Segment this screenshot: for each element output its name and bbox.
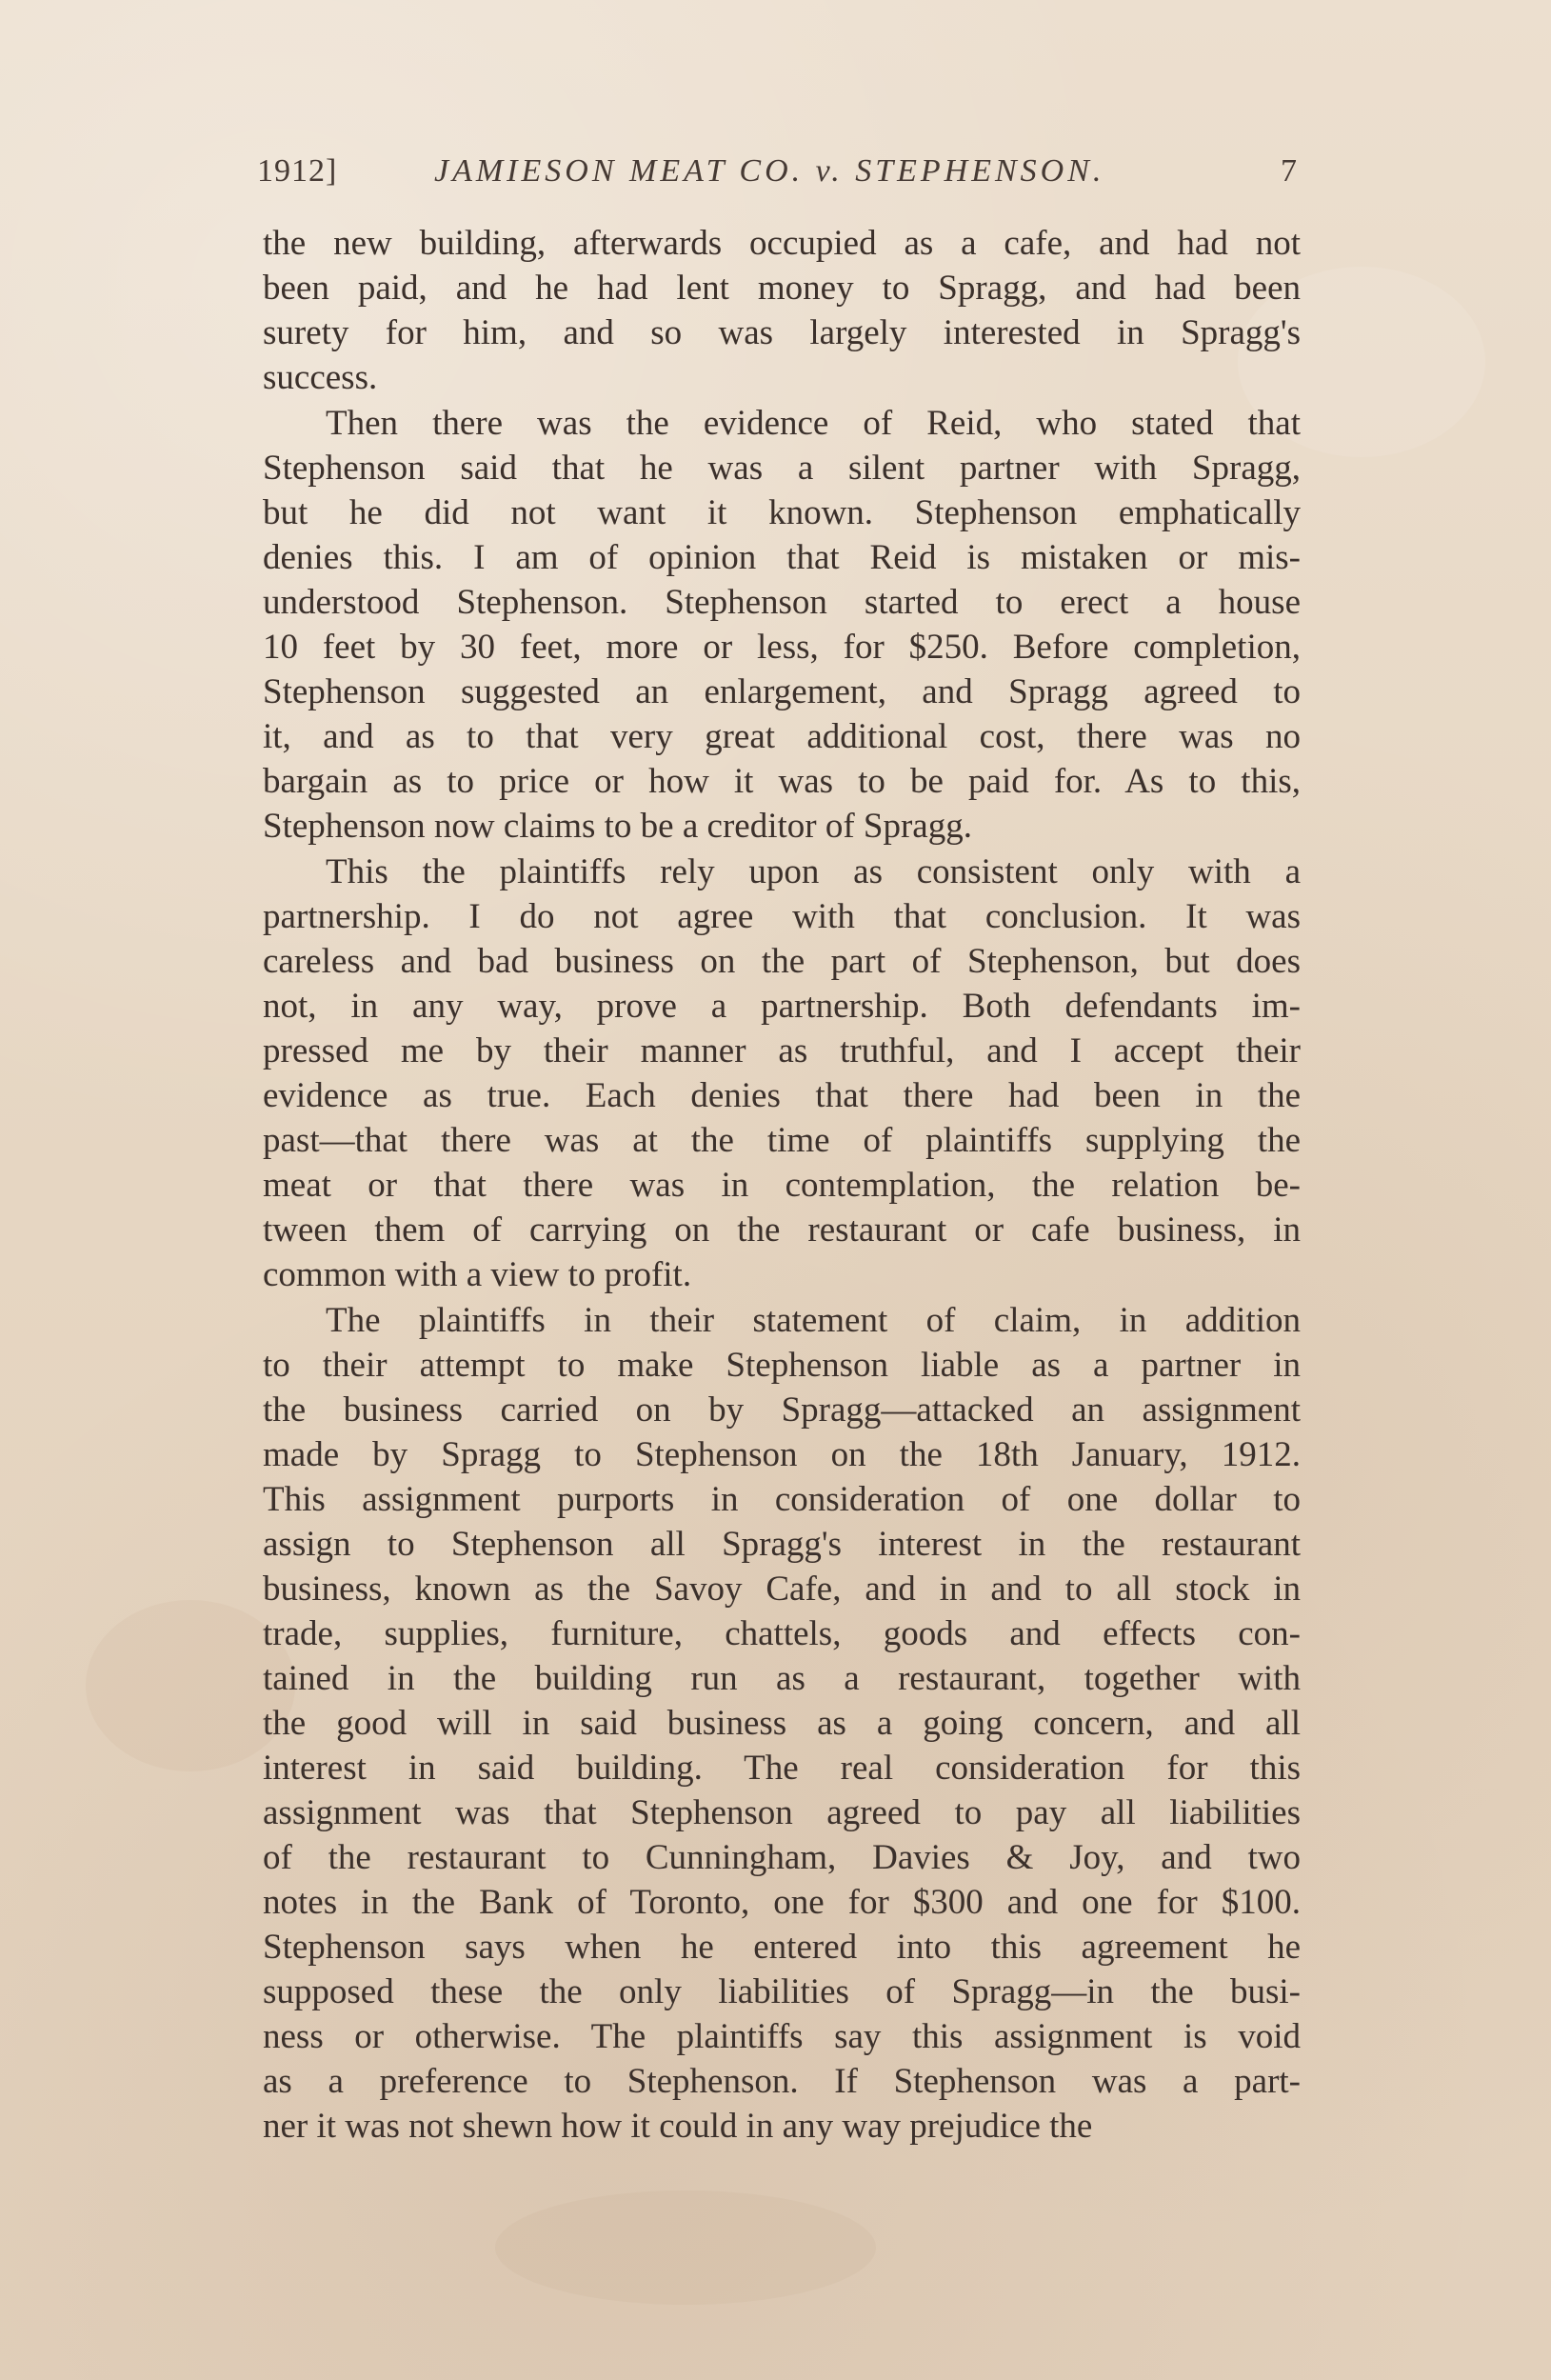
text-line: ner it was not shewn how it could in any way prejudice the <box>263 2107 1093 2146</box>
paragraph <box>263 221 1301 400</box>
text-line: tween them of carrying on the restaurant or cafe business, in <box>263 1210 1301 1250</box>
text-line: partnership. I do not agree with that conclusion. It was <box>263 897 1301 936</box>
text-line: tained in the building run as a restaurant, together with <box>263 1659 1301 1698</box>
text-line: not, in any way, prove a partnership. Both defendants im- <box>263 987 1301 1026</box>
text-line: pressed me by their manner as truthful, and I accept their <box>263 1031 1301 1070</box>
text-line: understood Stephenson. Stephenson started to erect a house <box>263 583 1301 622</box>
body-text <box>263 221 1301 2149</box>
text-line: The plaintiffs in their statement of claim, in addition <box>326 1301 1301 1340</box>
text-line: Stephenson said that he was a silent partner with Spragg, <box>263 449 1301 488</box>
text-line: meat or that there was in contemplation, the relation be- <box>263 1166 1301 1205</box>
text-line: as a preference to Stephenson. If Stephenson was a part- <box>263 2062 1301 2101</box>
header-year: 1912] <box>257 153 338 189</box>
text-line: the new building, afterwards occupied as a cafe, and had not <box>263 224 1301 263</box>
text-line: Stephenson suggested an enlargement, and Spragg agreed to <box>263 672 1301 711</box>
text-line: evidence as true. Each denies that there had been in the <box>263 1076 1301 1115</box>
text-line: it, and as to that very great additional cost, there was no <box>263 717 1301 756</box>
text-line: the business carried on by Spragg—attacked an assignment <box>263 1390 1301 1430</box>
page-number: 7 <box>1281 153 1297 189</box>
text-line: 10 feet by 30 feet, more or less, for $250. Before completion, <box>263 628 1301 667</box>
text-line: supposed these the only liabilities of Spragg—in the busi- <box>263 1972 1301 2011</box>
text-line: been paid, and he had lent money to Spragg, and had been <box>263 269 1301 308</box>
text-line: past—that there was at the time of plaintiffs supplying the <box>263 1121 1301 1160</box>
text-line: but he did not want it known. Stephenson emphatically <box>263 493 1301 532</box>
text-line: Stephenson now claims to be a creditor of Spragg. <box>263 807 972 846</box>
text-line: trade, supplies, furniture, chattels, goods and effects con- <box>263 1614 1301 1653</box>
text-line: common with a view to profit. <box>263 1255 692 1294</box>
paragraph <box>263 850 1301 1297</box>
text-line: to their attempt to make Stephenson liable as a partner in <box>263 1346 1301 1385</box>
text-line: This assignment purports in consideration of one dollar to <box>263 1480 1301 1519</box>
text-line: ness or otherwise. The plaintiffs say this assignment is void <box>263 2017 1301 2056</box>
paragraph <box>263 401 1301 849</box>
text-line: assign to Stephenson all Spragg's interest in the restaurant <box>263 1525 1301 1564</box>
text-line: This the plaintiffs rely upon as consistent only with a <box>326 852 1301 891</box>
running-header <box>257 143 1297 200</box>
text-line: success. <box>263 358 378 397</box>
text-line: of the restaurant to Cunningham, Davies & Joy, and two <box>263 1838 1301 1877</box>
text-line: made by Spragg to Stephenson on the 18th January, 1912. <box>263 1435 1301 1474</box>
paragraph <box>263 1298 1301 2149</box>
text-line: notes in the Bank of Toronto, one for $300 and one for $100. <box>263 1883 1301 1922</box>
text-line: assignment was that Stephenson agreed to pay all liabilities <box>263 1793 1301 1832</box>
text-line: careless and bad business on the part of Stephenson, but does <box>263 942 1301 981</box>
text-line: surety for him, and so was largely interested in Spragg's <box>263 313 1301 352</box>
text-line: denies this. I am of opinion that Reid is mistaken or mis- <box>263 538 1301 577</box>
header-running-title: JAMIESON MEAT CO. v. STEPHENSON. <box>434 153 1105 189</box>
text-line: Then there was the evidence of Reid, who stated that <box>326 404 1301 443</box>
text-line: the good will in said business as a going concern, and all <box>263 1704 1301 1743</box>
text-line: interest in said building. The real consideration for this <box>263 1749 1301 1788</box>
text-line: Stephenson says when he entered into this agreement he <box>263 1928 1301 1967</box>
text-line: business, known as the Savoy Cafe, and in and to all stock in <box>263 1570 1301 1609</box>
paper-stain <box>495 2190 876 2305</box>
text-line: bargain as to price or how it was to be paid for. As to this, <box>263 762 1301 801</box>
